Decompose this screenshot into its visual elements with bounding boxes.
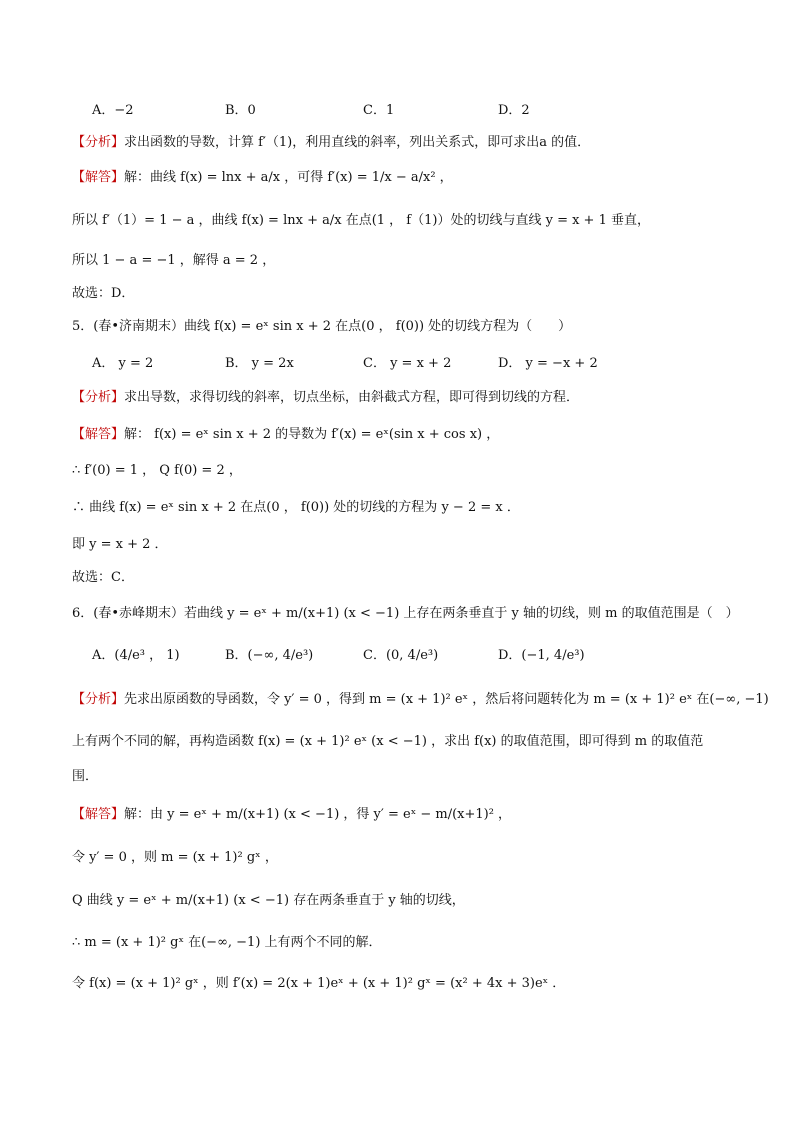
- q4-analysis: [72, 133, 590, 153]
- q4-solution-line-3: 所以 1 − a = −1 ，解得 a = 2 ，: [72, 253, 276, 268]
- q4-option-d: D．2: [498, 103, 530, 118]
- solution-tag: 【解答】: [72, 427, 125, 442]
- q6-option-a: A．(4/e³ ， 1): [92, 648, 180, 663]
- q6-option-c: C．(0, 4/e³): [363, 648, 439, 663]
- q5-solution-line-3: ∴ 曲线 f(x) = eˣ sin x + 2 在点(0 ， f(0)) 处的切线的方程为 y − 2 = x ．: [72, 500, 520, 515]
- q5-stem: 5．(春•济南期末）曲线 f(x) = eˣ sin x + 2 在点(0 ， f(0)) 处的切线方程为（ ）: [72, 319, 572, 334]
- q4-option-a: A．−2: [92, 103, 134, 118]
- q5-solution-line-2: ∴ f′(0) = 1 ， Q f(0) = 2 ，: [72, 463, 242, 478]
- q4-solution-line-2: 所以 f′（1）= 1 − a ，曲线 f(x) = lnx + a/x 在点(1 ， f（1)）处的切线与直线 y = x + 1 垂直，: [72, 213, 650, 228]
- solution-tag: 【解答】: [72, 170, 125, 185]
- analysis-text: 求出导数，求得切线的斜率，切点坐标，由斜截式方程，即可得到切线的方程．: [124, 390, 580, 405]
- q6-solution-line-3: Q 曲线 y = eˣ + m/(x+1) (x < −1) 存在两条垂直于 y 轴的切线，: [72, 893, 465, 908]
- q6-analysis-line-1: 【分析】先求出原函数的导函数，令 y′ = 0 ，得到 m = (x + 1)² eˣ ，然后将问题转化为 m = (x + 1)² eˣ 在(−∞, −1): [72, 692, 769, 707]
- q6-analysis-line-2: 上有两个不同的解，再构造函数 f(x) = (x + 1)² eˣ (x < −1) ，求出 f(x) 的取值范围，即可得到 m 的取值范: [72, 734, 704, 749]
- q5-option-a: A． y = 2: [92, 356, 154, 371]
- solution-tag: 【解答】: [72, 807, 125, 822]
- q6-solution-line-1: 【解答】解：由 y = eˣ + m/(x+1) (x < −1) ，得 y′ = eˣ − m/(x+1)² ，: [72, 807, 512, 822]
- q5-analysis: [72, 388, 579, 408]
- q6-analysis-line-3: 围．: [72, 769, 99, 784]
- q6-option-d: D．(−1, 4/e³): [498, 648, 585, 663]
- q6-solution-line-4: ∴ m = (x + 1)² gˣ 在(−∞, −1) 上有两个不同的解．: [72, 935, 382, 950]
- analysis-tag: 【分析】: [72, 390, 125, 405]
- analysis-tag: 【分析】: [72, 692, 125, 707]
- q6-option-b: B．(−∞, 4/e³): [225, 648, 314, 663]
- q6-stem: 6．(春•赤峰期末）若曲线 y = eˣ + m/(x+1) (x < −1) 上存在两条垂直于 y 轴的切线，则 m 的取值范围是（ ）: [72, 606, 739, 621]
- q6-solution-line-5: 令 f(x) = (x + 1)² gˣ ，则 f′(x) = 2(x + 1)eˣ + (x + 1)² gˣ = (x² + 4x + 3)eˣ ．: [72, 976, 566, 991]
- q4-option-c: C．1: [363, 103, 395, 118]
- q5-solution-line-1: 【解答】解： f(x) = eˣ sin x + 2 的导数为 f′(x) = eˣ(sin x + cos x) ，: [72, 427, 500, 442]
- q5-solution-line-5: 故选：C．: [72, 570, 134, 585]
- analysis-tag: 【分析】: [72, 135, 125, 150]
- q5-solution-line-4: 即 y = x + 2 ．: [72, 537, 168, 552]
- q4-solution-line-1: 【解答】解：曲线 f(x) = lnx + a/x ，可得 f′(x) = 1/x − a/x² ，: [72, 170, 453, 185]
- q6-solution-line-2: 令 y′ = 0 ，则 m = (x + 1)² gˣ ，: [72, 850, 278, 865]
- q4-option-b: B．0: [225, 103, 256, 118]
- q4-solution-line-4: 故选：D．: [72, 286, 135, 301]
- q5-option-c: C． y = x + 2: [363, 356, 452, 371]
- q5-option-b: B． y = 2x: [225, 356, 294, 371]
- analysis-text: 求出函数的导数，计算 f′（1)，利用直线的斜率，列出关系式，即可求出a 的值．: [124, 135, 591, 150]
- q5-option-d: D． y = −x + 2: [498, 356, 598, 371]
